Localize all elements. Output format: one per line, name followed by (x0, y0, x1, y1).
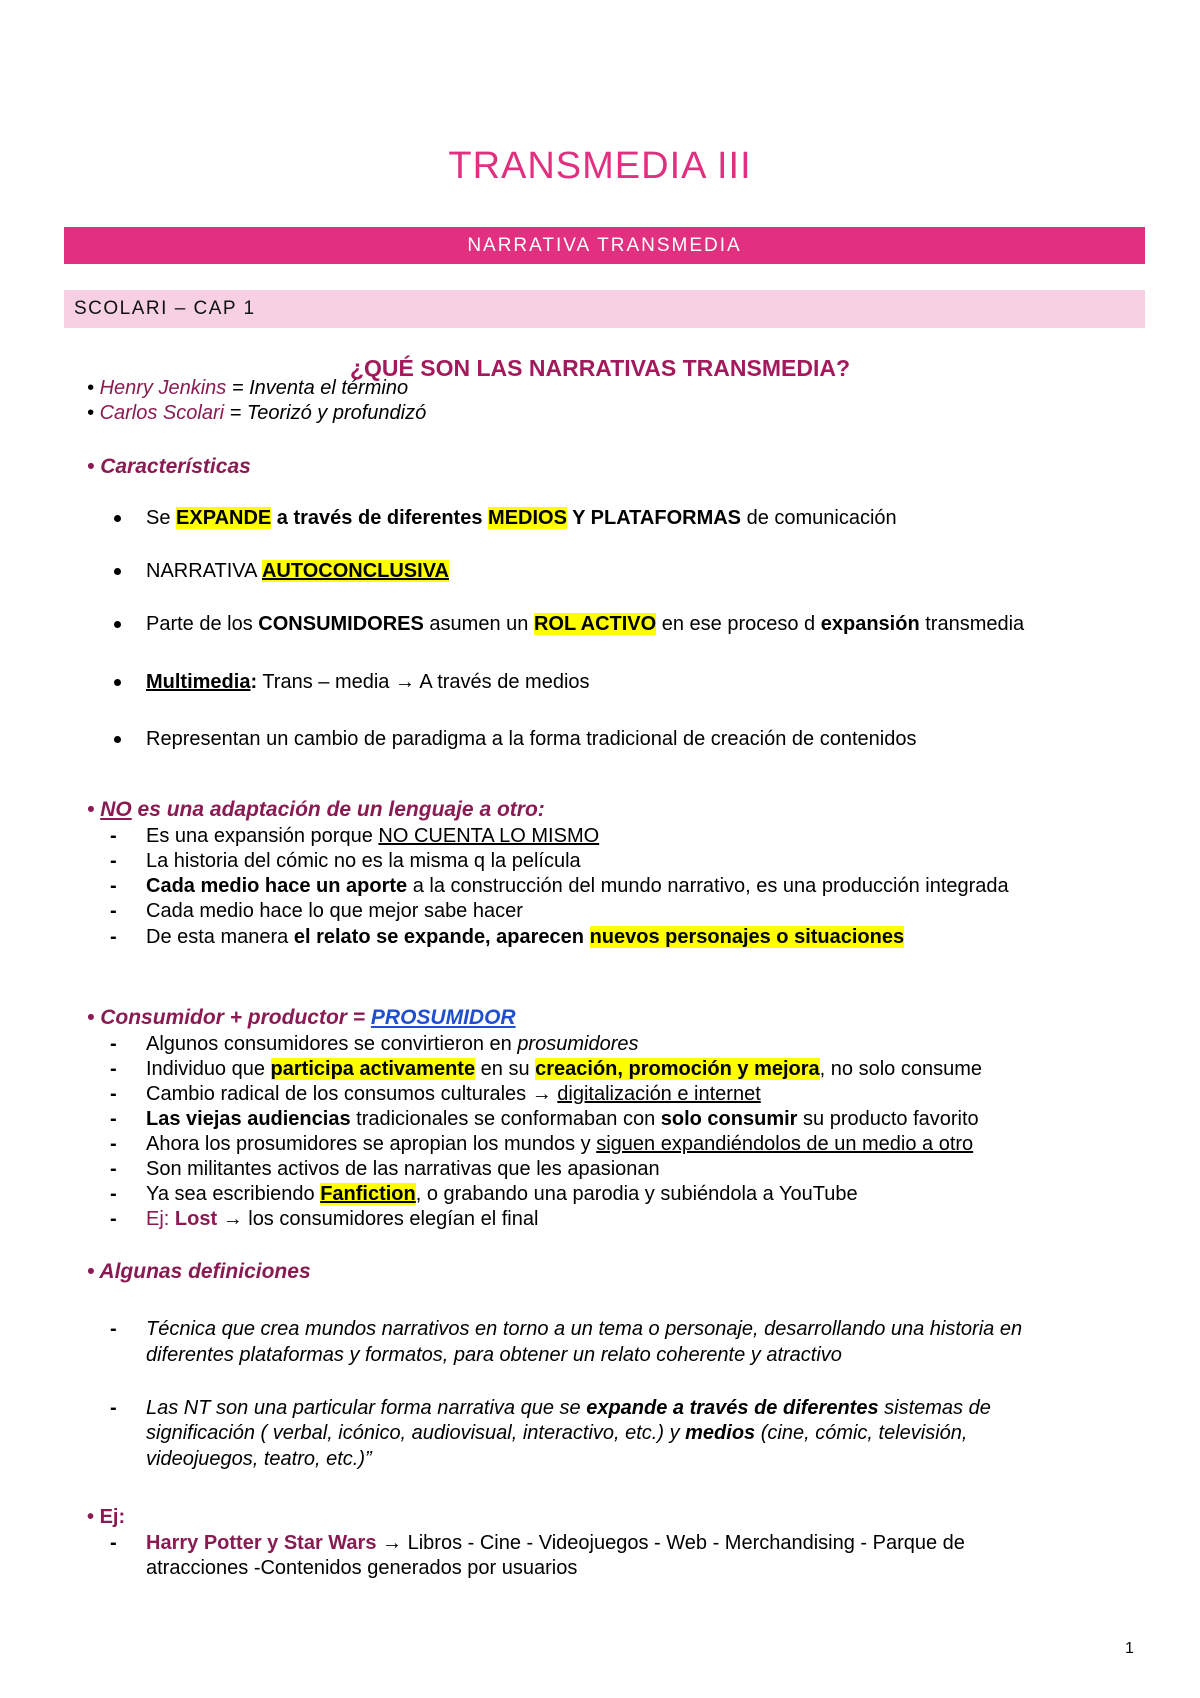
intro-line-2 (87, 400, 426, 426)
bullet-dot (114, 515, 121, 522)
intro-name: Henry Jenkins (99, 377, 227, 399)
definition-continuation: diferentes plataformas y formatos, para obtener un relato coherente y atractivo (146, 1344, 842, 1366)
no-adaptacion-heading: • NO es una adaptación de un lenguaje a otro: (87, 798, 545, 821)
intro-name: Carlos Scolari (99, 402, 225, 424)
intro-line-1 (87, 375, 408, 401)
subsection-band: SCOLARI – CAP 1 (64, 290, 1145, 328)
section-question: ¿QUÉ SON LAS NARRATIVAS TRANSMEDIA? (349, 355, 851, 381)
arrow-icon: → (376, 1532, 408, 1554)
bullet: • (87, 798, 95, 821)
section-band: NARRATIVA TRANSMEDIA (64, 227, 1145, 264)
arrow-icon: → (531, 1083, 552, 1105)
definition-continuation: significación ( verbal, icónico, audiovisual, interactivo, etc.) y medios (cine, cómic, televisión, (146, 1422, 968, 1444)
intro-eq: = (224, 402, 247, 424)
bullet-dot (114, 736, 121, 743)
bullet: • (87, 402, 95, 424)
ejemplos-heading: • Ej: (87, 1506, 126, 1528)
intro-desc: Teorizó y profundizó (246, 402, 427, 424)
intro-eq: = (226, 377, 250, 399)
document-title: TRANSMEDIA III (448, 145, 752, 187)
page-number: 1 (1125, 1640, 1134, 1657)
list-item-continuation: atracciones -Contenidos generados por usuarios (146, 1557, 578, 1579)
bullet: • (87, 1006, 95, 1029)
heading-text: Características (100, 455, 251, 478)
definition-continuation: videojuegos, teatro, etc.)” (146, 1448, 372, 1470)
document-page: TRANSMEDIA III NARRATIVA TRANSMEDIA SCOLARI – CAP 1 ¿QUÉ SON LAS NARRATIVAS TRANSMEDIA? • Henry Jenkins = Inventa el término • Carlos Scolari = Teorizó y profundizó • Características Se EXPANDE a través de diferentes MEDIOS Y PLATAFORMAS de comunicación NARRATIVA AUTOCONCLUSIVA Parte de los CONSUMIDORES asumen un ROL ACTIVO en ese proceso d expansión transmedia Multimedia: Trans – media → A través de medios Representan un cambio de paradigma a la forma tradicional de creación de contenidos • NO es una adaptación de un lenguaje a otro: - Es una expansión porque NO CUENTA LO MISMO - La historia del cómic no es la misma q la película - Cada medio hace un aporte a la construcción del mundo narrativo, es una producción integrada - Cada medio hace lo que mejor sabe hacer - De esta manera el relato se expande, aparecen nuevos personajes o situaciones • Consumidor + productor = PROSUMIDOR - Algunos consumidores se convirtieron en prosumidores - Individuo que participa activamente en su creación, promoción y mejora, no solo consume - Cambio radical de los consumos culturales → digitalización e internet - Las viejas audiencias tradicionales se conformaban con solo consumir su producto favorito - Ahora los prosumidores se apropian los mundos y siguen expandiéndolos de un medio a otro - Son militantes activos de las narrativas que les apasionan - Ya sea escribiendo Fanfiction, o grabando una parodia y subiéndola a YouTube - Ej: Lost → los consumidores elegían el final • Algunas definiciones - Técnica que crea mundos narrativos en torno a un tema o personaje, desarrollando una historia en diferentes plataformas y formatos, para obtener un relato coherente y atractivo - Las NT son una particular forma narrativa que se expande a través de diferentes sistemas de significación ( verbal, icónico, audiovisual, interactivo, etc.) y medios (cine, cómic, televisión, videojuegos, teatro, etc.)” • Ej: - Harry Potter y Star Wars → Libros - Cine - Videojuegos - Web - Merchandising - Parque de atracciones -Contenidos generados por usuarios 1 (0, 0, 1200, 1698)
bullet: • (87, 1260, 95, 1283)
bullet: • (87, 1506, 95, 1528)
definiciones-heading: • Algunas definiciones (87, 1260, 311, 1283)
bullet: • (87, 455, 95, 478)
bullet: • (87, 377, 95, 399)
arrow-icon: → (394, 671, 415, 693)
prosumidor-heading: • Consumidor + productor = PROSUMIDOR (87, 1006, 516, 1029)
intro-desc: Inventa el término (249, 377, 409, 399)
bullet-dot (114, 621, 121, 628)
arrow-icon: → (222, 1208, 243, 1230)
bullet-dot (114, 679, 121, 686)
bullet-dot (114, 568, 121, 575)
caracteristicas-heading (87, 454, 251, 480)
